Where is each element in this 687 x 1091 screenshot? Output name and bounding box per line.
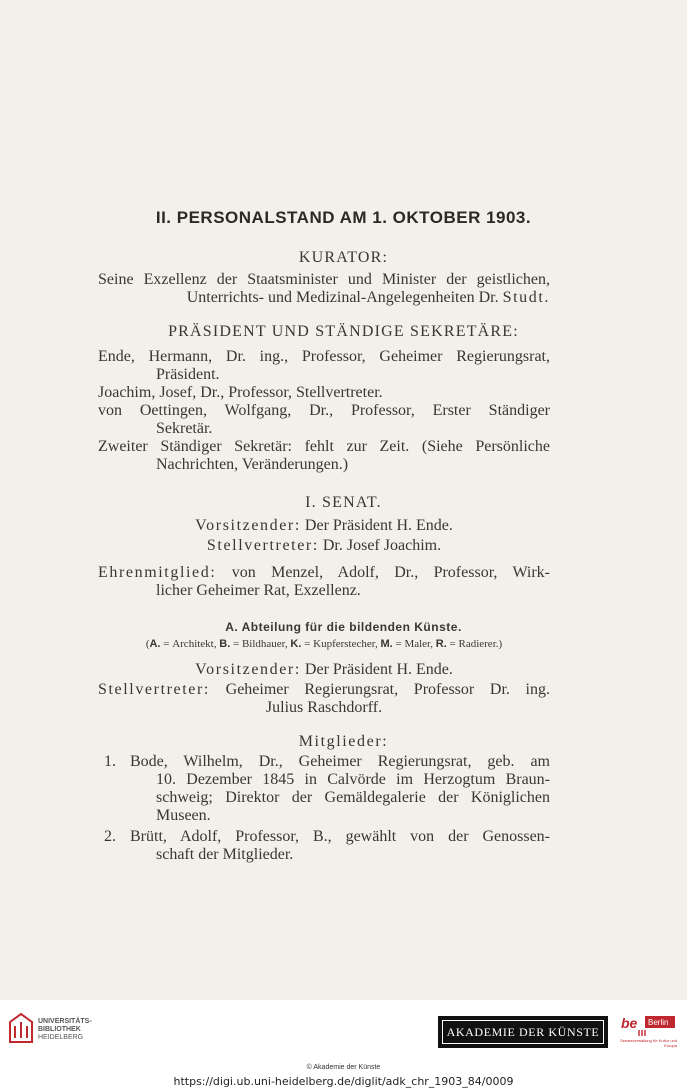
ehrenmitglied <box>98 564 550 600</box>
praesident-list <box>98 348 550 474</box>
praesident-entry-3-cont: Sekretär. <box>156 420 213 437</box>
senat-vorsitz <box>98 517 550 535</box>
member-2-line-2: schaft der Mitglieder. <box>156 846 294 863</box>
praesident-heading: PRÄSIDENT UND STÄNDIGE SEKRETÄRE: <box>168 323 519 340</box>
ub-heidelberg-logo-icon[interactable] <box>8 1012 34 1044</box>
praesident-entry-3: von Oettingen, Wolfgang, Dr., Professor, Erster Ständiger <box>98 402 550 419</box>
abteilung-legend: (A. = Architekt, B. = Bildhauer, K. = Kupferstecher, M. = Maler, R. = Radierer.) <box>145 638 503 650</box>
senat-stell-value: Dr. Josef Joachim. <box>322 537 442 554</box>
viewer-footer <box>0 1000 687 1091</box>
member-item-2 <box>98 828 550 864</box>
praesident-entry-2: Joachim, Josef, Dr., Professor, Stellvertreter. <box>98 384 383 401</box>
senat-vorsitz-value: Der Präsident H. Ende. <box>304 517 453 534</box>
kurator-line-1: Seine Exzellenz der Staatsminister und Minister der geistlichen, <box>98 271 550 288</box>
ehrenmitglied-line-1 <box>98 564 550 582</box>
member-2-line-1: Brütt, Adolf, Professor, B., gewählt von der Genossen- <box>130 828 550 845</box>
member-1-line-2: 10. Dezember 1845 in Calvörde im Herzogtum Braun- <box>156 771 550 788</box>
abteilung-stell-value: Geheimer Regierungsrat, Professor Dr. ing. <box>225 681 551 698</box>
member-number-1: 1. <box>104 753 116 770</box>
ub-heidelberg-label[interactable] <box>38 1018 92 1042</box>
abteilung-stell-label: Stellvertreter: <box>98 681 210 698</box>
abteilung-vorsitz-value: Der Präsident H. Ende. <box>304 661 453 678</box>
permalink-url[interactable]: https://digi.ub.uni-heidelberg.de/diglit/adk_chr_1903_84/0009 <box>173 1075 514 1088</box>
senat-stell <box>98 537 550 555</box>
legend-val-a: Architekt, <box>172 638 217 650</box>
member-list <box>98 753 550 864</box>
mitglieder-heading: Mitglieder: <box>298 733 389 750</box>
senat-stell-label: Stellvertreter: <box>206 537 319 554</box>
kurator-name: Studt. <box>502 289 550 306</box>
kurator-text <box>98 271 550 307</box>
ehrenmitglied-line-2: licher Geheimer Rat, Exzellenz. <box>156 582 361 599</box>
abteilung-stell-line-2: Julius Raschdorff. <box>265 699 383 716</box>
senat-heading: I. SENAT. <box>305 494 382 511</box>
legend-key-b: B. <box>219 638 231 650</box>
abteilung-vorsitz <box>98 661 550 679</box>
praesident-entry-4: Zweiter Ständiger Sekretär: fehlt zur Zeit. (Siehe Persönliche <box>98 438 550 455</box>
kurator-line-2-prefix: Unterrichts- und Medizinal-Angelegenheiten Dr. <box>186 289 499 306</box>
legend-val-r: Radierer. <box>458 638 499 650</box>
kurator-heading: KURATOR: <box>298 249 389 266</box>
ehrenmitglied-label: Ehrenmitglied: <box>98 564 217 581</box>
abteilung-vorsitz-label: Vorsitzender: <box>195 661 301 678</box>
legend-key-r: R. <box>435 638 447 650</box>
abteilung-heading: A. Abteilung für die bildenden Künste. <box>225 620 462 634</box>
member-item-1 <box>98 753 550 825</box>
ub-line-2: BIBLIOTHEK <box>38 1026 81 1033</box>
akademie-label: AKADEMIE DER KÜNSTE <box>442 1020 604 1044</box>
praesident-entry-4-cont: Nachrichten, Veränderungen.) <box>156 456 349 473</box>
praesident-entry-1: Ende, Hermann, Dr. ing., Professor, Geheimer Regierungsrat, <box>98 348 550 365</box>
legend-key-m: M. <box>380 638 393 650</box>
bemit-brand-text: be <box>621 1015 638 1031</box>
abteilung-stell <box>98 681 550 717</box>
member-1-line-1: Bode, Wilhelm, Dr., Geheimer Regierungsrat, geb. am <box>130 753 550 770</box>
page-title: II. PERSONALSTAND AM 1. OKTOBER 1903. <box>155 208 532 227</box>
bemit-city-text: Berlin <box>648 1018 669 1027</box>
bemit-caption: Senatsverwaltung für Kultur und Europa <box>620 1038 677 1048</box>
member-number-2: 2. <box>104 828 116 845</box>
legend-key-a: A. <box>149 638 161 650</box>
abteilung-stell-line-1 <box>98 681 550 699</box>
senat-vorsitz-label: Vorsitzender: <box>195 517 301 534</box>
legend-key-k: K. <box>290 638 302 650</box>
member-1-line-4: Museen. <box>156 807 211 824</box>
akademie-logo[interactable] <box>438 1016 608 1048</box>
senat-officers <box>98 517 550 555</box>
ehrenmitglied-value: von Menzel, Adolf, Dr., Professor, Wirk- <box>231 564 550 581</box>
kurator-line-2 <box>98 289 550 307</box>
legend-val-b: Bildhauer, <box>241 638 288 650</box>
ub-line-3: HEIDELBERG <box>38 1034 84 1041</box>
member-1-line-3: schweig; Direktor der Gemäldegalerie der Königlichen <box>156 789 550 806</box>
praesident-entry-1-cont: Präsident. <box>156 366 220 383</box>
legend-val-m: Maler, <box>404 638 434 650</box>
legend-val-k: Kupferstecher, <box>313 638 378 650</box>
ub-line-1: UNIVERSITÄTS- <box>38 1018 92 1025</box>
copyright-notice: © Akademie der Künste <box>306 1064 381 1071</box>
